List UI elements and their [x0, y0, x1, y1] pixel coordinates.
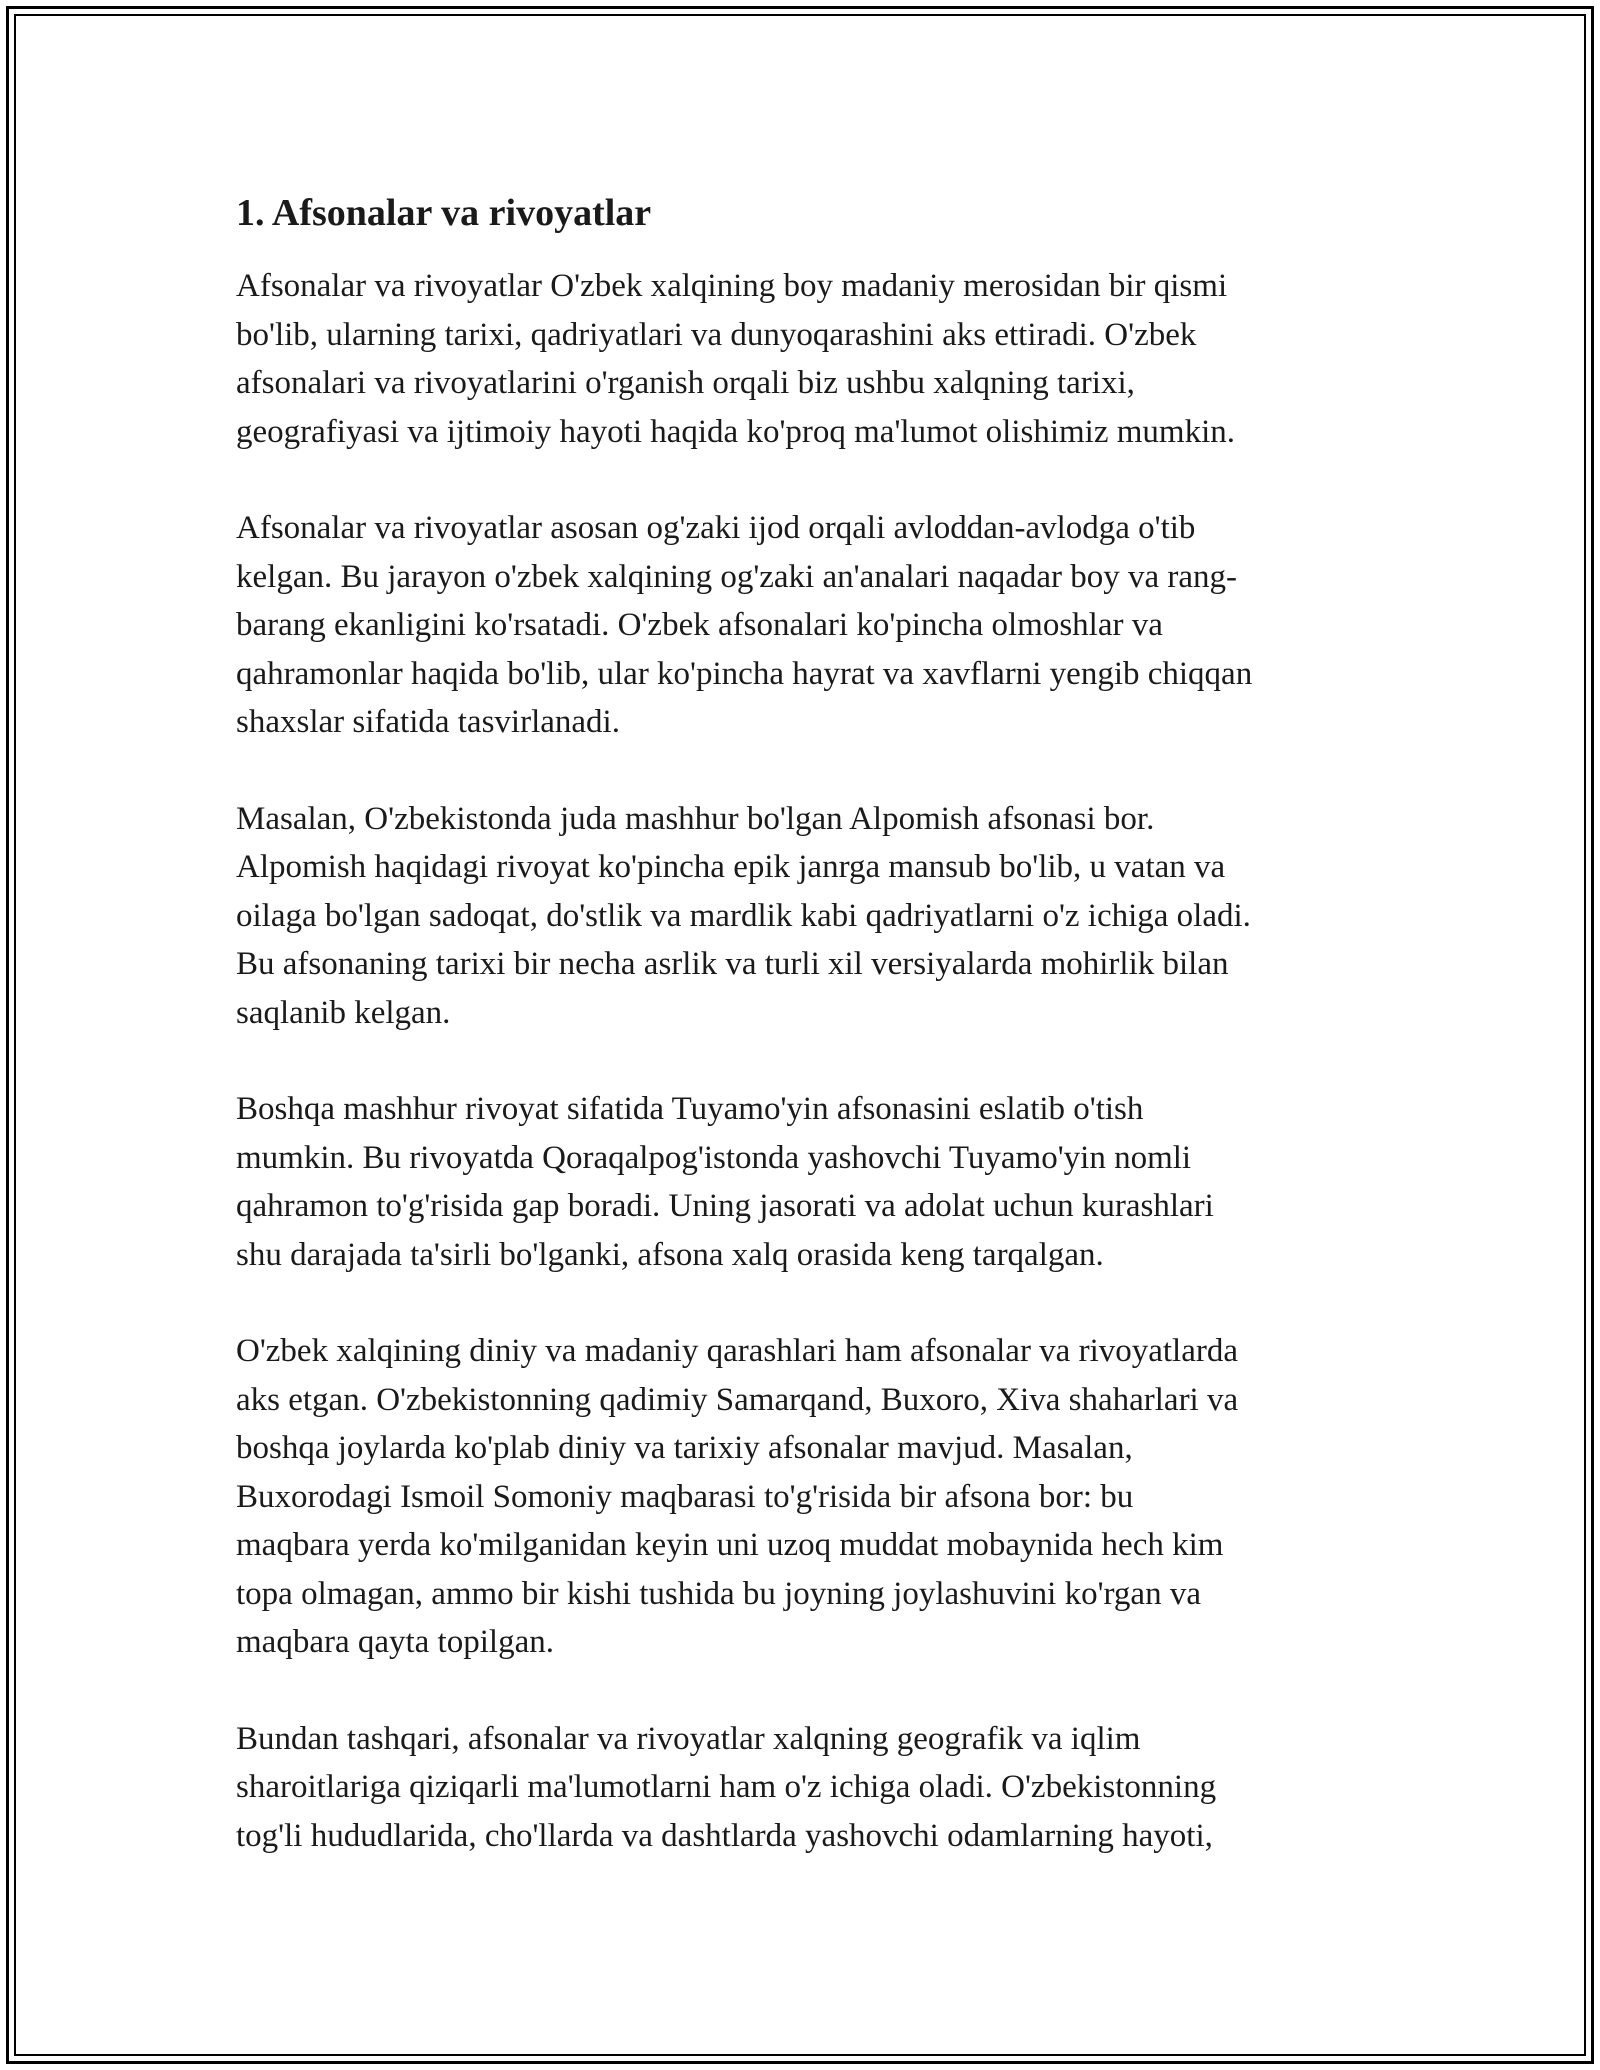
section-heading: 1. Afsonalar va rivoyatlar [236, 192, 652, 234]
text-line: shu darajada ta'sirli bo'lganki, afsona xalq orasida keng tarqalgan. [236, 1236, 1104, 1273]
text-line: Masalan, O'zbekistonda juda mashhur bo'lgan Alpomish afsonasi bor. [236, 800, 1155, 837]
text-line: saqlanib kelgan. [236, 994, 451, 1031]
text-line: afsonalari va rivoyatlarini o'rganish orqali biz ushbu xalqning tarixi, [236, 365, 1135, 401]
text-line: Afsonalar va rivoyatlar asosan og'zaki ijod orqali avloddan-avlodga o'tib [236, 510, 1196, 546]
text-line: tog'li hududlarida, cho'llarda va dashtlarda yashovchi odamlarning hayoti, [236, 1817, 1213, 1854]
text-line: shaxslar sifatida tasvirlanadi. [236, 704, 620, 740]
text-line: bo'lib, ularning tarixi, qadriyatlari va dunyoqarashini aks ettiradi. O'zbek [236, 316, 1197, 353]
text-line: mumkin. Bu rivoyatda Qoraqalpog'istonda yashovchi Tuyamo'yin nomli [236, 1139, 1192, 1176]
text-line: oilaga bo'lgan sadoqat, do'stlik va mardlik kabi qadriyatlarni o'z ichiga oladi. [236, 897, 1251, 934]
text-line: topa olmagan, ammo bir kishi tushida bu joyning joylashuvini ko'rgan va [236, 1575, 1201, 1612]
paragraph-6 [236, 1715, 1376, 1861]
text-line: maqbara yerda ko'milganidan keyin uni uzoq muddat mobaynida hech kim [236, 1527, 1224, 1563]
text-line: Alpomish haqidagi rivoyat ko'pincha epik janrga mansub bo'lib, u vatan va [236, 849, 1226, 885]
text-line: maqbara qayta topilgan. [236, 1624, 554, 1660]
text-line: Buxorodagi Ismoil Somoniy maqbarasi to'g'risida bir afsona bor: bu [236, 1478, 1134, 1515]
text-line: Bundan tashqari, afsonalar va rivoyatlar xalqning geografik va iqlim [236, 1720, 1141, 1757]
text-line: qahramonlar haqida bo'lib, ular ko'pincha hayrat va xavflarni yengib chiqqan [236, 655, 1253, 692]
text-line: O'zbek xalqining diniy va madaniy qarashlari ham afsonalar va rivoyatlarda [236, 1333, 1239, 1369]
text-line: barang ekanligini ko'rsatadi. O'zbek afsonalari ko'pincha olmoshlar va [236, 607, 1163, 643]
paragraph-1 [236, 262, 1376, 456]
text-line: Afsonalar va rivoyatlar O'zbek xalqining boy madaniy merosidan bir qismi [236, 268, 1228, 304]
text-line: kelgan. Bu jarayon o'zbek xalqining og'zaki an'analari naqadar boy va rang- [236, 558, 1238, 595]
text-line: sharoitlariga qiziqarli ma'lumotlarni ham o'z ichiga oladi. O'zbekistonning [236, 1769, 1217, 1805]
text-line: qahramon to'g'risida gap boradi. Uning jasorati va adolat uchun kurashlari [236, 1188, 1214, 1224]
text-line: boshqa joylarda ko'plab diniy va tarixiy afsonalar mavjud. Masalan, [236, 1430, 1133, 1466]
paragraph-4 [236, 1085, 1376, 1279]
paragraph-2 [236, 504, 1376, 747]
document-body [236, 186, 1376, 1908]
text-line: aks etgan. O'zbekistonning qadimiy Samarqand, Buxoro, Xiva shaharlari va [236, 1381, 1239, 1418]
paragraph-5 [236, 1327, 1376, 1667]
text-line: geografiyasi va ijtimoiy hayoti haqida ko'proq ma'lumot olishimiz mumkin. [236, 413, 1235, 450]
paragraph-3 [236, 795, 1376, 1038]
text-line: Bu afsonaning tarixi bir necha asrlik va turli xil versiyalarda mohirlik bilan [236, 946, 1229, 982]
text-line: Boshqa mashhur rivoyat sifatida Tuyamo'yin afsonasini eslatib o'tish [236, 1091, 1144, 1127]
